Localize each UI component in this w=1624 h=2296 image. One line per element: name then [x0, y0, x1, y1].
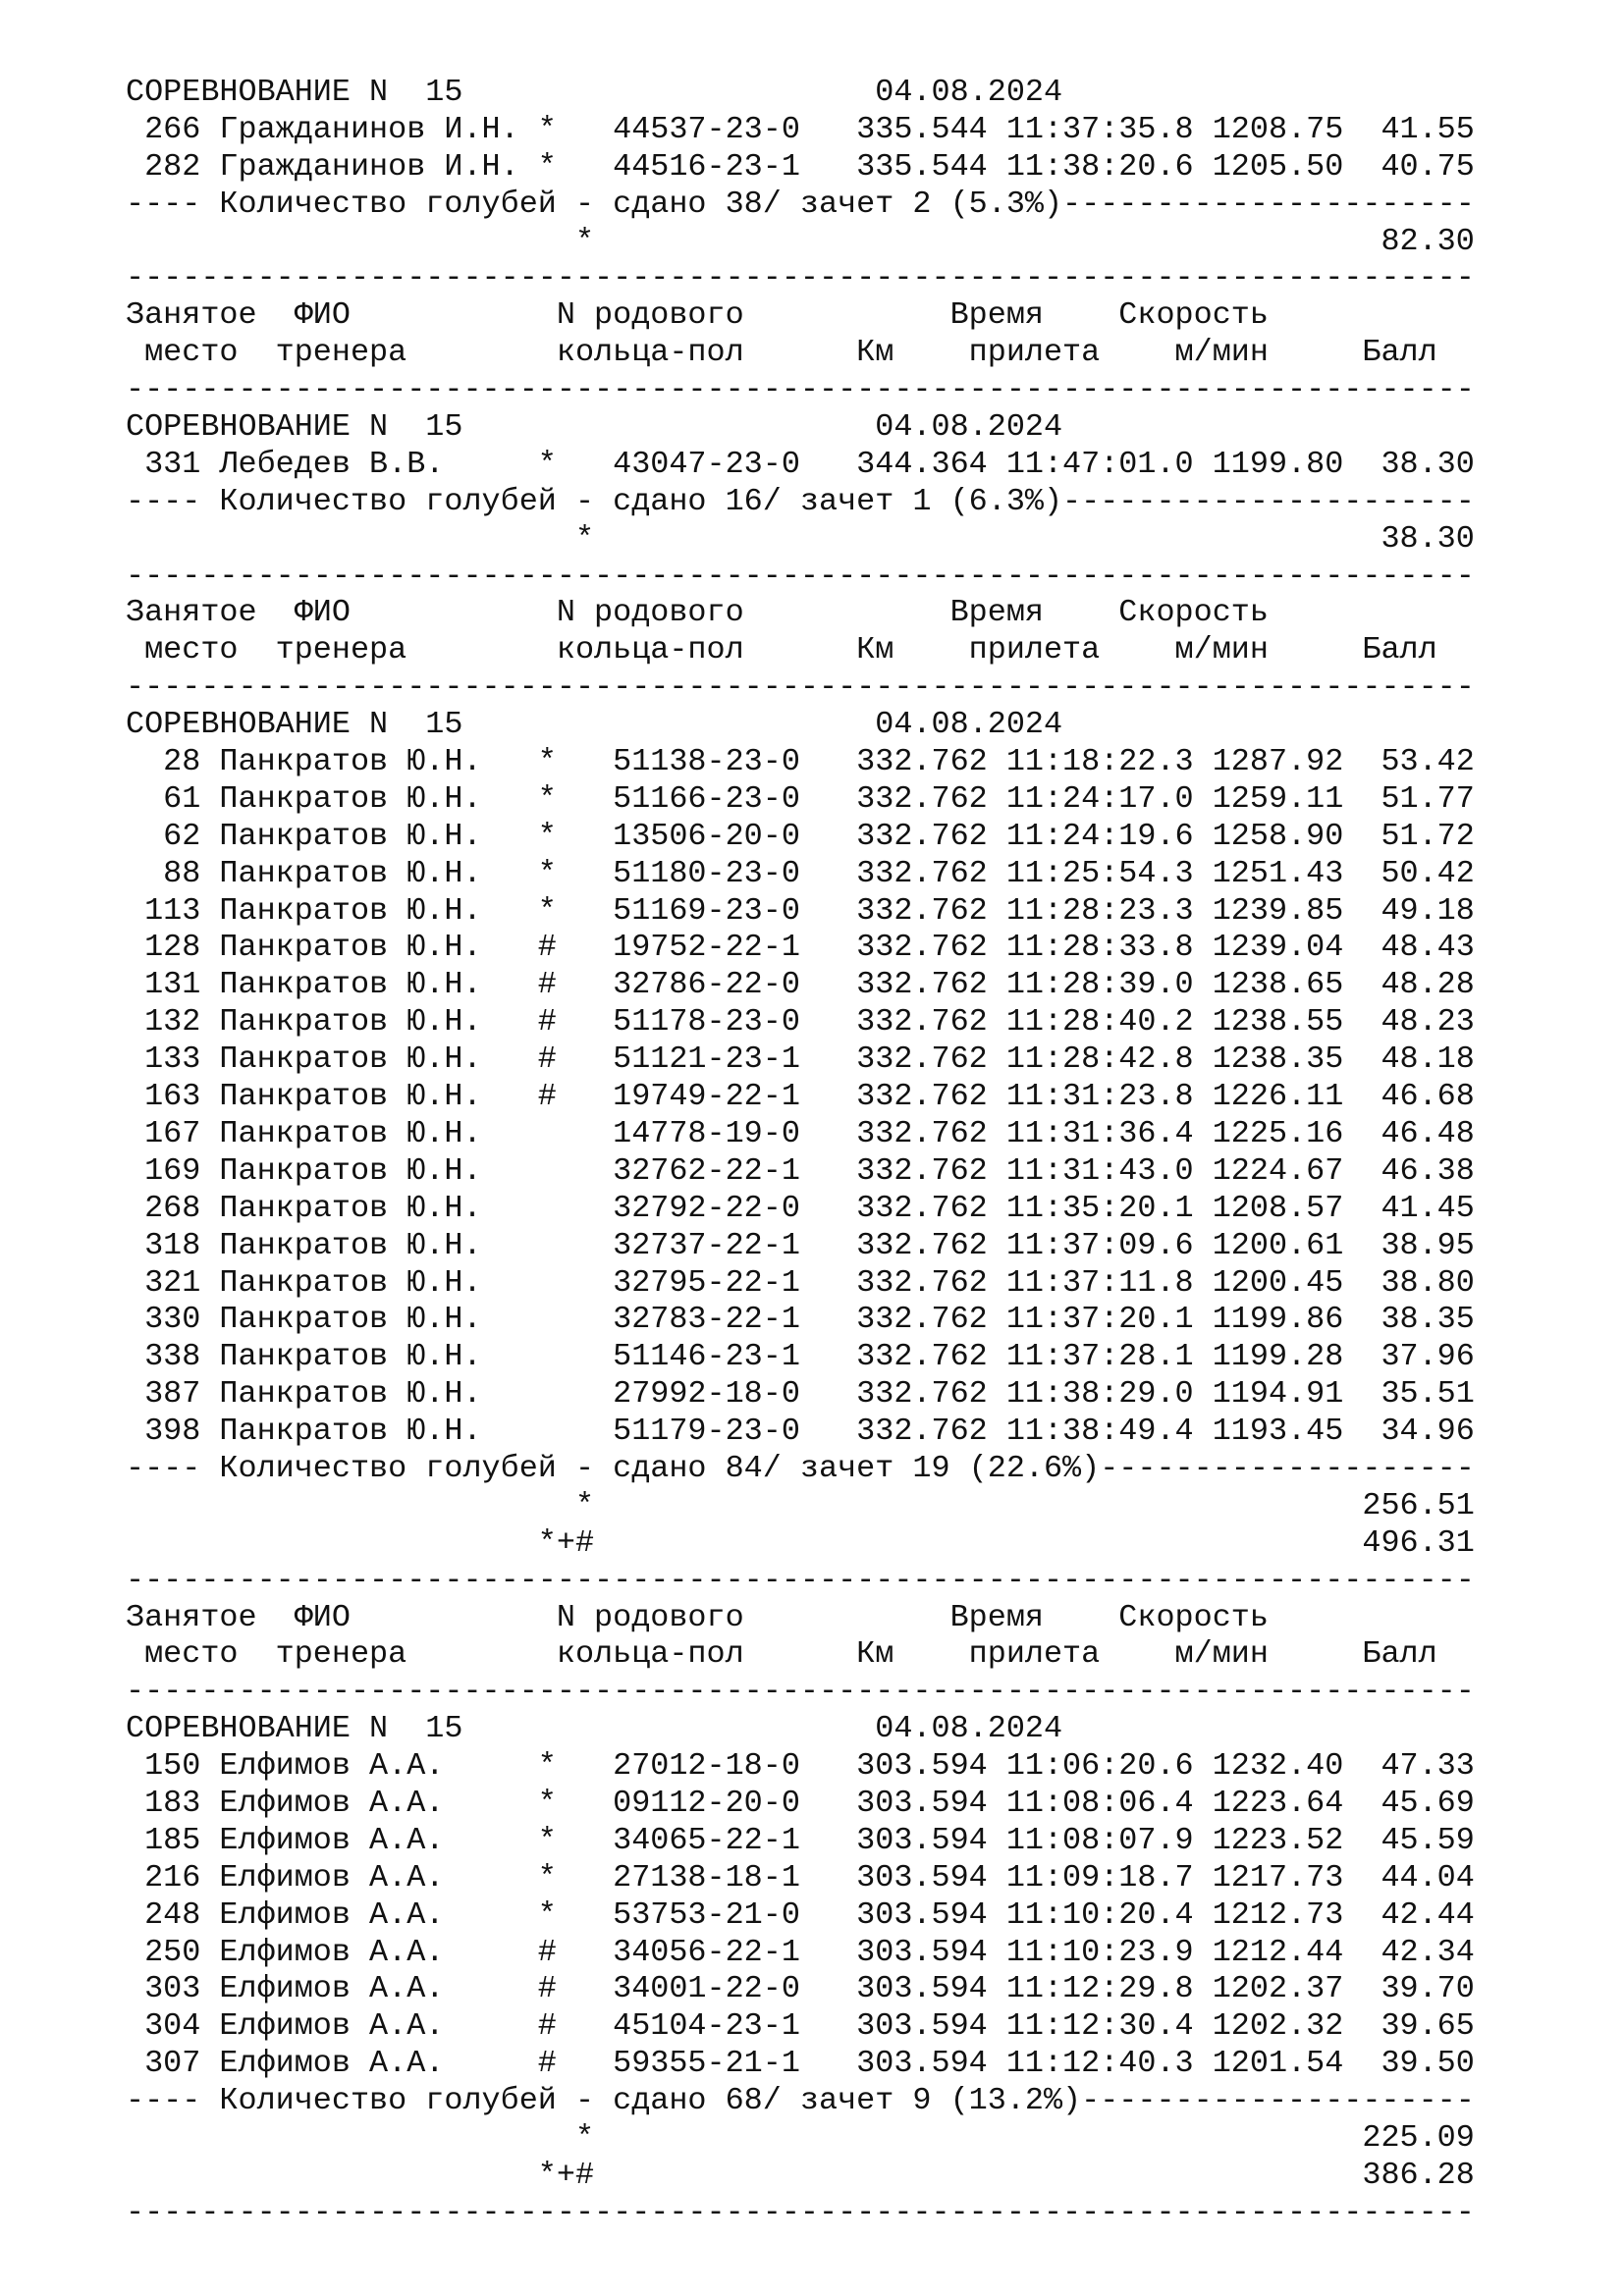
results-printout [126, 75, 1475, 2232]
result-row: 307 Елфимов А.А. # 59355-21-1 303.594 11:12:40.3 1201.54 39.50 [126, 2046, 1475, 2082]
result-row: 216 Елфимов А.А. * 27138-18-1 303.594 11:09:18.7 1217.73 44.04 [126, 1859, 1475, 1896]
competition-header: СОРЕВНОВАНИЕ N 15 04.08.2024 [126, 409, 1063, 446]
result-row: 169 Панкратов Ю.Н. 32762-22-1 332.762 11:31:43.0 1224.67 46.38 [126, 1152, 1475, 1189]
result-row: 133 Панкратов Ю.Н. # 51121-23-1 332.762 11:28:42.8 1238.35 48.18 [126, 1041, 1475, 1078]
result-row: 303 Елфимов А.А. # 34001-22-0 303.594 11:12:29.8 1202.37 39.70 [126, 1971, 1475, 2007]
separator-line: ------------------------------------------------------------------------ [126, 2194, 1475, 2230]
result-row: 250 Елфимов А.А. # 34056-22-1 303.594 11:10:23.9 1212.44 42.34 [126, 1934, 1475, 1970]
result-row: 398 Панкратов Ю.Н. 51179-23-0 332.762 11:38:49.4 1193.45 34.96 [126, 1414, 1475, 1450]
result-row: 150 Елфимов А.А. * 27012-18-0 303.594 11:06:20.6 1232.40 47.33 [126, 1748, 1475, 1785]
result-row: 163 Панкратов Ю.Н. # 19749-22-1 332.762 11:31:23.8 1226.11 46.68 [126, 1079, 1475, 1115]
result-row: 28 Панкратов Ю.Н. * 51138-23-0 332.762 11:18:22.3 1287.92 53.42 [126, 744, 1475, 780]
result-row: 304 Елфимов А.А. # 45104-23-1 303.594 11:12:30.4 1202.32 39.65 [126, 2008, 1475, 2045]
pigeon-count-summary: ---- Количество голубей - сдано 16/ зачет 1 (6.3%)---------------------- [126, 483, 1475, 519]
result-row: 167 Панкратов Ю.Н. 14778-19-0 332.762 11:31:36.4 1225.16 46.48 [126, 1115, 1475, 1151]
separator-line: ------------------------------------------------------------------------ [126, 260, 1475, 296]
result-row: 132 Панкратов Ю.Н. # 51178-23-0 332.762 11:28:40.2 1238.55 48.23 [126, 1004, 1475, 1041]
result-row: 128 Панкратов Ю.Н. # 19752-22-1 332.762 11:28:33.8 1239.04 48.43 [126, 930, 1475, 966]
competition-header: СОРЕВНОВАНИЕ N 15 04.08.2024 [126, 707, 1063, 743]
result-row: 185 Елфимов А.А. * 34065-22-1 303.594 11:08:07.9 1223.52 45.59 [126, 1822, 1475, 1858]
separator-line: ------------------------------------------------------------------------ [126, 558, 1475, 594]
points-total: * 82.30 [126, 223, 1475, 259]
result-row: 331 Лебедев В.В. * 43047-23-0 344.364 11:47:01.0 1199.80 38.30 [126, 446, 1475, 482]
competition-header: СОРЕВНОВАНИЕ N 15 04.08.2024 [126, 75, 1063, 110]
result-row: 321 Панкратов Ю.Н. 32795-22-1 332.762 11:37:11.8 1200.45 38.80 [126, 1264, 1475, 1301]
pigeon-count-summary: ---- Количество голубей - сдано 38/ зачет 2 (5.3%)---------------------- [126, 186, 1475, 222]
points-total: * 225.09 [126, 2119, 1475, 2156]
result-row: 113 Панкратов Ю.Н. * 51169-23-0 332.762 11:28:23.3 1239.85 49.18 [126, 892, 1475, 929]
points-total: *+# 496.31 [126, 1524, 1475, 1561]
column-header: место тренера кольца-пол Км прилета м/мин Балл [126, 632, 1437, 668]
result-row: 330 Панкратов Ю.Н. 32783-22-1 332.762 11:37:20.1 1199.86 38.35 [126, 1302, 1475, 1338]
result-row: 266 Гражданинов И.Н. * 44537-23-0 335.544 11:37:35.8 1208.75 41.55 [126, 111, 1475, 147]
column-header: Занятое ФИО N родового Время Скорость [126, 297, 1269, 334]
separator-line: ------------------------------------------------------------------------ [126, 372, 1475, 408]
column-header: место тренера кольца-пол Км прилета м/мин Балл [126, 335, 1437, 371]
result-row: 268 Панкратов Ю.Н. 32792-22-0 332.762 11:35:20.1 1208.57 41.45 [126, 1190, 1475, 1226]
result-row: 61 Панкратов Ю.Н. * 51166-23-0 332.762 11:24:17.0 1259.11 51.77 [126, 780, 1475, 817]
separator-line: ------------------------------------------------------------------------ [126, 669, 1475, 706]
result-row: 338 Панкратов Ю.Н. 51146-23-1 332.762 11:37:28.1 1199.28 37.96 [126, 1339, 1475, 1375]
points-total: * 38.30 [126, 520, 1475, 557]
points-total: *+# 386.28 [126, 2157, 1475, 2193]
separator-line: ------------------------------------------------------------------------ [126, 1674, 1475, 1710]
points-total: * 256.51 [126, 1487, 1475, 1523]
pigeon-count-summary: ---- Количество голубей - сдано 68/ зачет 9 (13.2%)--------------------- [126, 2083, 1475, 2119]
column-header: Занятое ФИО N родового Время Скорость [126, 1599, 1269, 1635]
competition-header: СОРЕВНОВАНИЕ N 15 04.08.2024 [126, 1711, 1063, 1747]
pigeon-count-summary: ---- Количество голубей - сдано 84/ зачет 19 (22.6%)-------------------- [126, 1450, 1475, 1486]
result-row: 387 Панкратов Ю.Н. 27992-18-0 332.762 11:38:29.0 1194.91 35.51 [126, 1376, 1475, 1413]
result-row: 318 Панкратов Ю.Н. 32737-22-1 332.762 11:37:09.6 1200.61 38.95 [126, 1227, 1475, 1263]
result-row: 282 Гражданинов И.Н. * 44516-23-1 335.544 11:38:20.6 1205.50 40.75 [126, 148, 1475, 185]
result-row: 248 Елфимов А.А. * 53753-21-0 303.594 11:10:20.4 1212.73 42.44 [126, 1896, 1475, 1933]
result-row: 62 Панкратов Ю.Н. * 13506-20-0 332.762 11:24:19.6 1258.90 51.72 [126, 818, 1475, 854]
column-header: Занятое ФИО N родового Время Скорость [126, 595, 1269, 631]
column-header: место тренера кольца-пол Км прилета м/мин Балл [126, 1636, 1437, 1673]
result-row: 183 Елфимов А.А. * 09112-20-0 303.594 11:08:06.4 1223.64 45.69 [126, 1785, 1475, 1821]
result-row: 131 Панкратов Ю.Н. # 32786-22-0 332.762 11:28:39.0 1238.65 48.28 [126, 967, 1475, 1003]
result-row: 88 Панкратов Ю.Н. * 51180-23-0 332.762 11:25:54.3 1251.43 50.42 [126, 855, 1475, 891]
separator-line: ------------------------------------------------------------------------ [126, 1562, 1475, 1598]
